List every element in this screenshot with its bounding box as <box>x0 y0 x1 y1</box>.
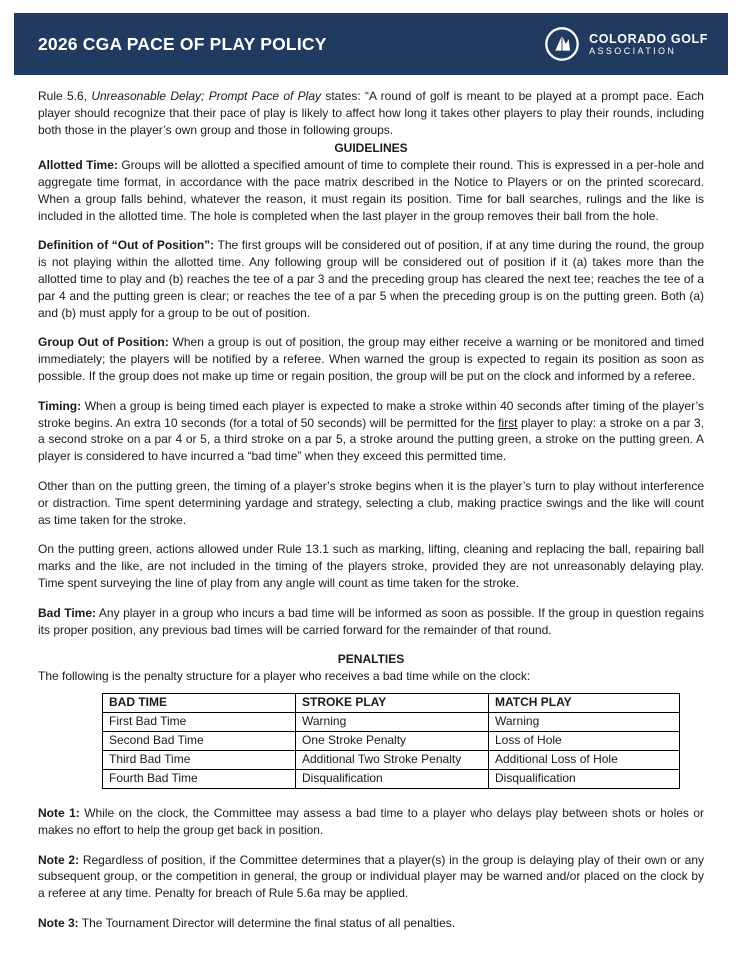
note-3-text: The Tournament Director will determine the final status of all penalties. <box>78 915 456 930</box>
paragraph-definition-out-of-position <box>38 237 704 321</box>
cell-match-play: Additional Loss of Hole <box>489 750 680 769</box>
paragraph-group-out-of-position <box>38 334 704 384</box>
cell-stroke-play: Additional Two Stroke Penalty <box>296 750 489 769</box>
intro-paragraph <box>38 88 704 138</box>
document-page <box>0 13 742 969</box>
cga-logo <box>543 25 708 63</box>
note-3-label: Note 3: <box>38 915 79 930</box>
document-body <box>0 86 742 969</box>
paragraph-note-1 <box>38 805 704 839</box>
cell-stroke-play: One Stroke Penalty <box>296 731 489 750</box>
group-oop-label: Group Out of Position: <box>38 335 169 350</box>
cell-bad-time: First Bad Time <box>103 712 296 731</box>
note-1-text: While on the clock, the Committee may assess a bad time to a player who delays play between shots or holes or makes no effort to help the group get back in position. <box>38 805 705 837</box>
page-title: 2026 CGA PACE OF PLAY POLICY <box>38 33 327 54</box>
cell-stroke-play: Warning <box>296 712 489 731</box>
timing-putting-green-text: On the putting green, actions allowed under Rule 13.1 such as marking, lifting, cleaning and replacing the ball, repairing ball marks and the like, are not included in the timing of the players stroke, provided they are not unreasonably delaying play. Time spent surveying the line of play from any angle will count as time taken for the stroke. <box>38 542 704 590</box>
cell-bad-time: Second Bad Time <box>103 731 296 750</box>
cell-match-play: Warning <box>489 712 680 731</box>
intro-prefix: Rule 5.6, <box>38 89 92 103</box>
table-row <box>103 769 680 788</box>
definition-label: Definition of “Out of Position”: <box>38 238 215 253</box>
paragraph-note-2 <box>38 852 704 902</box>
table-row <box>103 712 680 731</box>
paragraph-timing-putting-green <box>38 541 704 591</box>
cell-bad-time: Third Bad Time <box>103 750 296 769</box>
allotted-time-text: Groups will be allotted a specified amount of time to complete their round. This is expressed in a per-hole and aggregate time format, in accordance with the pace matrix described in the Notice to Players or on the printed scorecard. When a group falls behind, whatever the reason, it must regain its position. Time for ball searches, rulings and the like is included in the allotted time. The hole is completed when the last player in the group removes their ball from the hole. <box>38 158 705 223</box>
logo-line2: ASSOCIATION <box>589 46 677 57</box>
note-2-label: Note 2: <box>38 852 80 867</box>
cell-stroke-play: Disqualification <box>296 769 489 788</box>
table-row <box>103 750 680 769</box>
timing-text-before: When a group is being timed each player is expected to make a stroke within 40 seconds after timing of the player’s stroke begins. An extra 10 seconds (for a total of 50 seconds) will be permitted for the <box>38 398 704 430</box>
penalty-table-header-row <box>103 693 680 712</box>
note-1-label: Note 1: <box>38 805 80 820</box>
paragraph-note-3 <box>38 915 704 932</box>
paragraph-bad-time <box>38 605 704 639</box>
timing-underlined-word: first <box>498 415 518 430</box>
cell-match-play: Loss of Hole <box>489 731 680 750</box>
paragraph-allotted-time <box>38 157 704 224</box>
header-bad-time: BAD TIME <box>103 693 296 712</box>
allotted-time-label: Allotted Time: <box>38 158 118 173</box>
cga-logo-icon <box>543 25 581 63</box>
guidelines-heading: GUIDELINES <box>334 141 408 156</box>
cell-match-play: Disqualification <box>489 769 680 788</box>
note-2-text: Regardless of position, if the Committee determines that a player(s) in the group is delaying play of their own or any subsequent group, or the competition in general, the group or individual player may be warned and/or placed on the clock by a referee at any time. Penalty for breach of Rule 5.6a may be applied. <box>38 852 705 901</box>
bad-time-text: Any player in a group who incurs a bad time will be informed as soon as possible. If the group in question regains its proper position, any previous bad times will be carried forward for the remainder of that round. <box>38 605 704 637</box>
header-stroke-play: STROKE PLAY <box>296 693 489 712</box>
penalties-heading: PENALTIES <box>337 652 405 667</box>
header-banner <box>14 13 728 75</box>
header-match-play: MATCH PLAY <box>489 693 680 712</box>
logo-text <box>589 32 708 57</box>
group-oop-text: When a group is out of position, the group may either receive a warning or be monitored and timed immediately; the players will be notified by a referee. When warned the group is expected to regain its position as soon as possible. If the group does not make up time or regain position, the group will be put on the clock and informed by a referee. <box>38 335 705 383</box>
timing-label: Timing: <box>38 398 82 413</box>
paragraph-timing-other <box>38 478 704 528</box>
definition-text: The first groups will be considered out of position, if at any time during the round, the group is not playing within the allotted time. Any following group will be considered out of position if it (a) takes more than the allotted time to play and (b) reaches the tee of a par 3 and the preceding group has cleared the next tee; reaches the tee of a par 4 and the putting green is clear; or reaches the tee of a par 5 when the preceding group is on the putting green. Both (a) and (b) must apply for a group to be out of position. <box>38 238 704 320</box>
timing-text-after: player to play: a stroke on a par 3, a second stroke on a par 4 or 5, a third stroke on a par 5, a stroke around the putting green, a stroke on the putting green. A player is considered to have incurred a “bad time” when they exceed this permitted time. <box>38 415 704 464</box>
bad-time-label: Bad Time: <box>38 605 97 620</box>
logo-line1: COLORADO GOLF <box>589 31 708 46</box>
intro-rule-name: Unreasonable Delay; Prompt Pace of Play <box>91 89 322 103</box>
intro-rest: states: “A round of golf is meant to be played at a prompt pace. Each player should recognize that their pace of play is likely to affect how long it takes other players to play their rounds, including both those in the player’s own group and those in following groups. <box>38 89 704 137</box>
paragraph-timing <box>38 398 704 465</box>
penalties-intro: The following is the penalty structure for a player who receives a bad time while on the clock: <box>38 669 531 684</box>
penalty-table <box>102 693 680 789</box>
timing-other-text: Other than on the putting green, the timing of a player’s stroke begins when it is the player’s turn to play without interference or distraction. Time spent determining yardage and strategy, selecting a club, making practice swings and the like will count as time taken for the stroke. <box>38 478 704 527</box>
table-row <box>103 731 680 750</box>
cell-bad-time: Fourth Bad Time <box>103 769 296 788</box>
